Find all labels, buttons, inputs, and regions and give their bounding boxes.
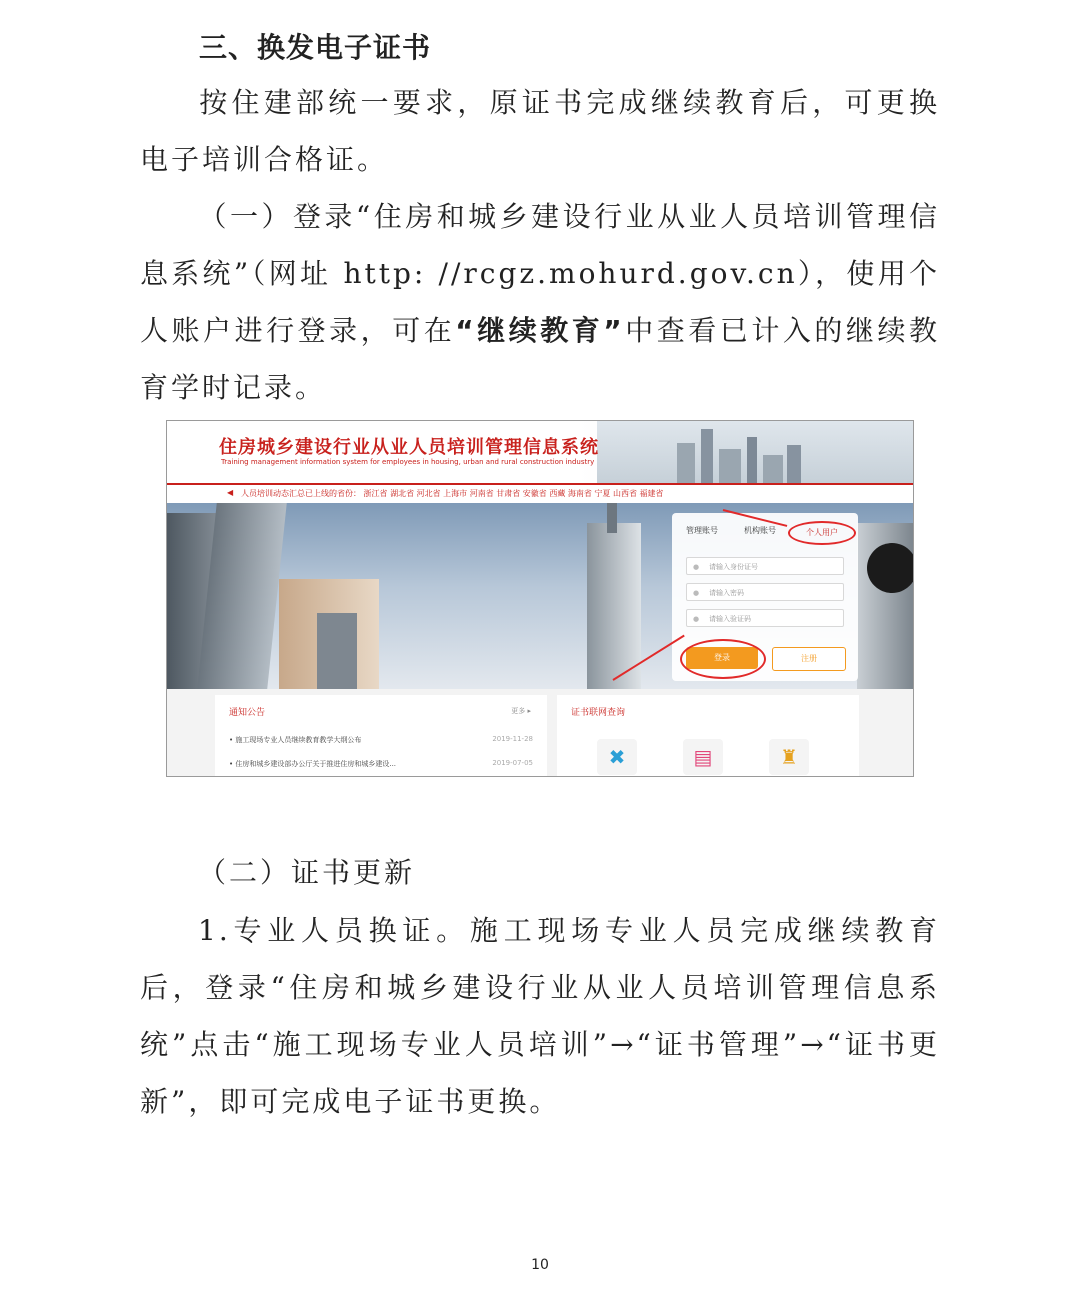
notice-more-link[interactable]: 更多 ▸: [511, 707, 531, 715]
header-skyline: [597, 421, 913, 483]
system-title: 住房城乡建设行业从业人员培训管理信息系统: [219, 437, 599, 458]
system-subtitle: Training management information system for employees in housing, urban and rural construction industry: [221, 458, 595, 466]
step2-paragraph: [140, 902, 940, 1130]
intro-paragraph: [140, 74, 940, 188]
notice-item[interactable]: • 施工现场专业人员继续教育教学大纲公布: [229, 736, 362, 744]
hero-banner: [167, 503, 913, 689]
notice-date: 2019-07-05: [492, 759, 533, 767]
step1-paragraph: [140, 188, 940, 416]
login-highlight-ring: [680, 639, 766, 679]
password-input[interactable]: ● 请输入密码: [686, 583, 844, 601]
screenshot-header: [167, 421, 913, 483]
tab-admin-account[interactable]: 管理账号: [686, 526, 718, 535]
step2-heading: [140, 844, 940, 901]
step1-bold-text: “继续教育”: [455, 314, 625, 347]
register-button[interactable]: 注册: [772, 647, 846, 671]
login-card: [672, 513, 858, 681]
notice-panel-title: 通知公告: [229, 708, 266, 718]
captcha-input[interactable]: ● 请输入验证码: [686, 609, 844, 627]
cert-calendar-icon[interactable]: ▤: [683, 739, 723, 775]
system-screenshot: [166, 420, 914, 777]
login-button[interactable]: 登录: [686, 647, 758, 669]
province-nav-text[interactable]: 人员培训动态汇总已上线的省份： 浙江省 湖北省 河北省 上海市 河南省 甘肃省 安徽省 西藏 海南省 宁夏 山西省 福建省: [241, 489, 664, 498]
cert-stamp-icon[interactable]: ♜: [769, 739, 809, 775]
id-number-input[interactable]: ● 请输入身份证号: [686, 557, 844, 575]
login-tabs: [686, 525, 802, 536]
tab-personal-user[interactable]: 个人用户: [788, 521, 856, 545]
cert-panel-title: 证书联网查询: [571, 708, 626, 718]
intro-text: 按住建部统一要求，原证书完成继续教育后，可更换电子培训合格证。: [140, 86, 940, 176]
section-heading: 三、换发电子证书: [199, 31, 432, 64]
page-number: 10: [531, 1257, 549, 1273]
speaker-icon: ◀: [227, 488, 234, 497]
step2-text: 1.专业人员换证。施工现场专业人员完成继续教育后，登录“住房和城乡建设行业从业人员培训管理信息系统”点击“施工现场专业人员培训”→“证书管理”→“证书更新”，即可完成电子证书更换。: [140, 914, 940, 1118]
step2-heading-text: （二）证书更新: [198, 856, 416, 889]
notice-item[interactable]: • 住房和城乡建设部办公厅关于推进住房和城乡建设...: [229, 760, 397, 768]
content-area: [167, 689, 913, 776]
notice-date: 2019-11-28: [492, 735, 533, 743]
step1-text-before: （一）登录“住房和城乡建设行业从业人员培训管理信息系统”（网址 http: //rcgz.mohurd.gov.cn），使用个人账户进行登录，可在: [140, 200, 940, 347]
tab-org-account[interactable]: 机构账号: [744, 526, 776, 535]
cert-tools-icon[interactable]: ✖: [597, 739, 637, 775]
step1-text-after: 中查看已计入的继续教育学时记录。: [140, 314, 940, 404]
cert-query-panel: [557, 695, 859, 776]
notice-panel: [215, 695, 547, 776]
